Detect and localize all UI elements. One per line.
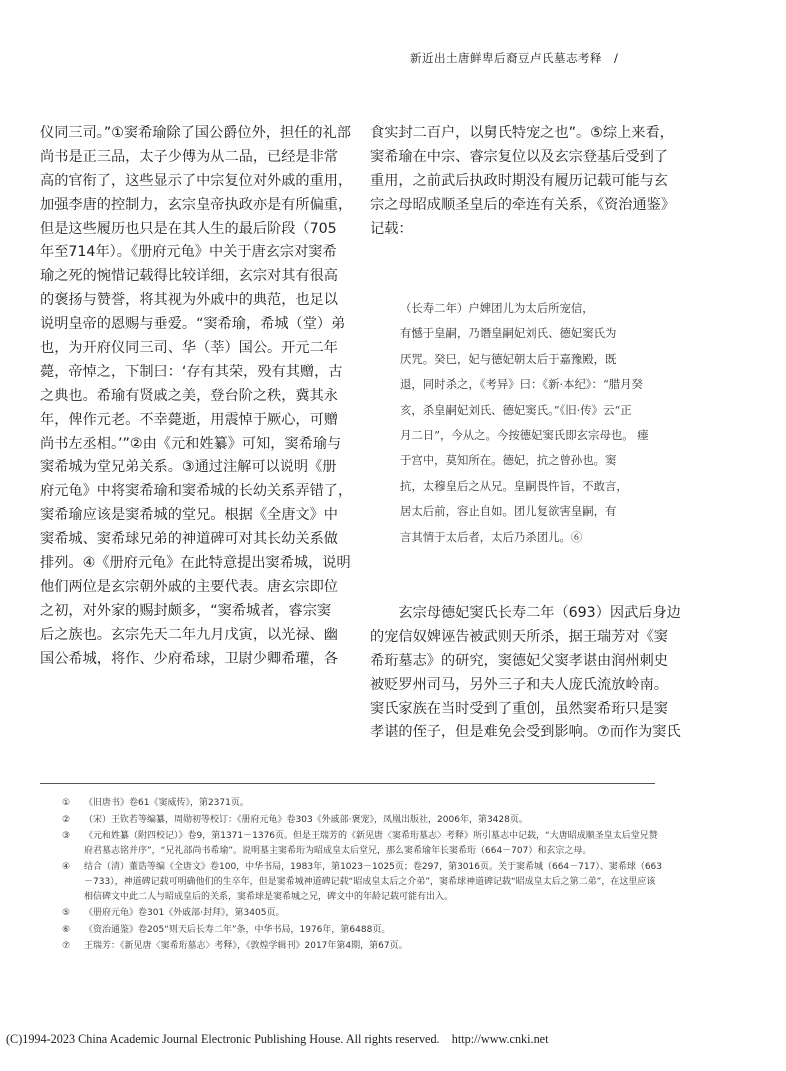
body-text-line: 宗之母昭成顺圣皇后的牵连有关系，《资治通鉴》 (370, 196, 676, 213)
body-text-line: 薨，帝悼之，下制曰：‘存有其荣，殁有其赠，古 (40, 363, 343, 380)
body-text-line: 瑜之死的惋惜记载得比较详细，玄宗对其有很高 (40, 268, 338, 285)
quote-line: （长寿二年）户婢团儿为太后所宠信， (400, 301, 594, 315)
footnote-number: ② (62, 814, 71, 825)
quote-line: 居太后前，容止自如。团儿复欲害皇嗣，有 (400, 504, 617, 519)
running-header: 新近出土唐鲜卑后裔豆卢氏墓志考释 / (410, 51, 619, 65)
body-text-line: 后之族也。玄宗先天二年九月戊寅，以光禄、幽 (40, 626, 338, 643)
copyright-footer: (C)1994-2023 China Academic Journal Electronic Publishing House. All rights reserved. http://www.cnki.net (6, 1032, 549, 1046)
body-text-line: 高的官衔了，这些显示了中宗复位对外戚的重用， (40, 172, 353, 189)
footnote-number: ⑥ (62, 924, 71, 935)
body-text-line: 被贬罗州司马，另外三子和夫人庞氏流放岭南。 (370, 676, 668, 693)
body-text-line: 尚书左丞相。’”②由《元和姓纂》可知，窦希瑜与 (40, 435, 342, 452)
footnote-number: ③ (62, 831, 71, 842)
quote-line: 亥，杀皇嗣妃刘氏、德妃窦氏。”《旧·传》云“正 (400, 402, 632, 417)
quote-line: 抗，太穆皇后之从兄。皇嗣畏忤旨，不敢言， (400, 478, 628, 493)
footnote-text: 结合（清）董诰等编《全唐文》卷100，中华书局，1983年，第1023－1025页；卷297，第3016页。关于窦希城（664－717）、窦希球（663－733），神道碑记载可明确他们的生卒年，但是窦希城神道碑记载“昭成皇太后之介弟”，窦希球神道碑记载“昭成皇太后之第二弟”，在这里应该相信碑文中此二人与昭成皇后的关系，窦希球是窦希城之兄，碑文中的年龄记载可能有出入。 (84, 862, 663, 902)
footnote (62, 923, 662, 938)
footnote-text: 王瑞芳：《新见唐〈窦希珩墓志〉考释》，《敦煌学辑刊》2017年第4期，第67页。 (84, 941, 408, 952)
body-text-line: 之典也。希瑜有贤戚之美，登台阶之秩，冀其永 (40, 387, 338, 404)
left-column (40, 122, 360, 671)
body-text-line: 记载： (370, 220, 413, 237)
quote-line: 厌咒。癸巳，妃与德妃朝太后于嘉豫殿，既 (400, 351, 617, 366)
footnote-text: （宋）王钦若等编纂，周勋初等校订：《册府元龟》卷303《外戚部·褒宠》，凤凰出版社，2006年，第3428页。 (84, 814, 528, 825)
body-text-line: 但是这些履历也只是在其人生的最后阶段（705 (40, 220, 337, 237)
footnotes (62, 796, 662, 956)
body-text-line: 仪同三司。”①窦希瑜除了国公爵位外，担任的礼部 (40, 125, 351, 141)
body-text-line: 年至714年）。《册府元龟》中关于唐玄宗对窦希 (40, 244, 337, 261)
body-text-line: 他们两位是玄宗朝外戚的主要代表。唐玄宗即位 (40, 578, 338, 595)
body-text-line: 的宠信奴婢诬告被武则天所杀，据王瑞芳对《窦 (370, 628, 668, 645)
body-text-line: 加强李唐的控制力，玄宗皇帝执政亦是有所偏重， (40, 196, 353, 213)
footnote-text: 《资治通鉴》卷205“则天后长寿二年”条，中华书局，1976年，第6488页。 (84, 924, 391, 935)
body-text-line: 排列。④《册府元龟》在此特意提出窦希城，说明 (40, 555, 351, 572)
body-text-line: 说明皇帝的恩赐与垂爱。“窦希瑜，希城（堂）弟 (40, 316, 346, 333)
footnote-text: 《册府元龟》卷301《外戚部·封拜》，第3405页。 (84, 908, 285, 919)
body-text-line: 窦希城、窦希球兄弟的神道碑可对其长幼关系做 (40, 531, 338, 548)
quote-line: 言其情于太后者，太后乃杀团儿。⑥ (400, 529, 583, 544)
footnote-text: 《旧唐书》卷61《窦威传》，第2371页。 (84, 798, 249, 808)
footnote-number: ⑦ (62, 941, 71, 952)
footnote (62, 813, 662, 828)
body-text-line: 年，俾作元老。不幸薨逝，用震悼于厥心，可赠 (40, 411, 338, 428)
right-column-top (370, 122, 690, 241)
quote-line: 有憾于皇嗣，乃谮皇嗣妃刘氏、德妃窦氏为 (400, 326, 617, 341)
body-text-line: 也，为开府仪同三司、华（莘）国公。开元二年 (40, 340, 338, 357)
footnote (62, 829, 662, 858)
quote-line: 于宫中，莫知所在。德妃，抗之曾孙也。窦 (400, 453, 617, 468)
quote-line: 月二日”，今从之。今按德妃窦氏即玄宗母也。 瘗 (400, 427, 649, 442)
body-text-line: 的褒扬与赞誉，将其视为外戚中的典范，也足以 (40, 292, 338, 309)
body-text-line: 尚书是正三品，太子少傅为从二品，已经是非常 (40, 148, 338, 165)
block-quote (400, 296, 685, 550)
body-text-line: 窦希瑜在中宗、睿宗复位以及玄宗登基后受到了 (370, 148, 668, 165)
body-text-line: 国公希城，将作、少府希球，卫尉少卿希瓘，各 (40, 650, 338, 667)
body-text-line: 府元龟》中将窦希瑜和窦希城的长幼关系弄错了， (40, 483, 353, 500)
footnote (62, 906, 662, 921)
body-text-line: 窦希城为堂兄弟关系。③通过注解可以说明《册 (40, 459, 337, 476)
body-text-line: 希珩墓志》的研究，窦德妃父窦孝谌由润州刺史 (370, 652, 668, 669)
right-column-bottom (370, 602, 690, 745)
body-text-line: 之初，对外家的赐封颇多，“窦希城者，睿宗窦 (40, 602, 332, 619)
footnote-number: ⑤ (62, 908, 71, 919)
footnote-text: 《元和姓纂（附四校记）》卷9，第1371－1376页。但是王瑞芳的《新见唐〈窦希珩墓志〉考释》所引墓志中记载，“大唐昭成顺圣皇太后堂兄赞府君墓志铭并序”，“兄礼部尚书希瑜”。说明墓主窦希珩为昭成皇太后堂兄，那么窦希瑜年长窦希珩（664－707）和玄宗之母。 (84, 831, 658, 856)
footnote-number: ④ (62, 862, 71, 873)
body-text-line: 食实封二百户，以舅氏特宠之也”。⑤综上来看， (370, 125, 674, 141)
body-text-line: 窦希瑜应该是窦希城的堂兄。根据《全唐文》中 (40, 507, 338, 524)
quote-line: 退，同时杀之，《考异》曰：《新·本纪》：“腊月癸 (400, 377, 643, 392)
footnote (62, 860, 662, 904)
footnote-number: ① (62, 798, 71, 808)
body-text-line: 重用，之前武后执政时期没有履历记载可能与玄 (370, 172, 668, 189)
body-text-line: 玄宗母德妃窦氏长寿二年（693）因武后身边 (370, 605, 681, 621)
footnote (62, 939, 662, 954)
footnote-divider (40, 783, 655, 784)
body-text-line: 孝谌的侄子，但是难免会受到影响。⑦而作为窦氏 (370, 724, 681, 741)
body-text-line: 窦氏家族在当时受到了重创，虽然窦希珩只是窦 (370, 700, 668, 717)
footnote (62, 796, 662, 811)
